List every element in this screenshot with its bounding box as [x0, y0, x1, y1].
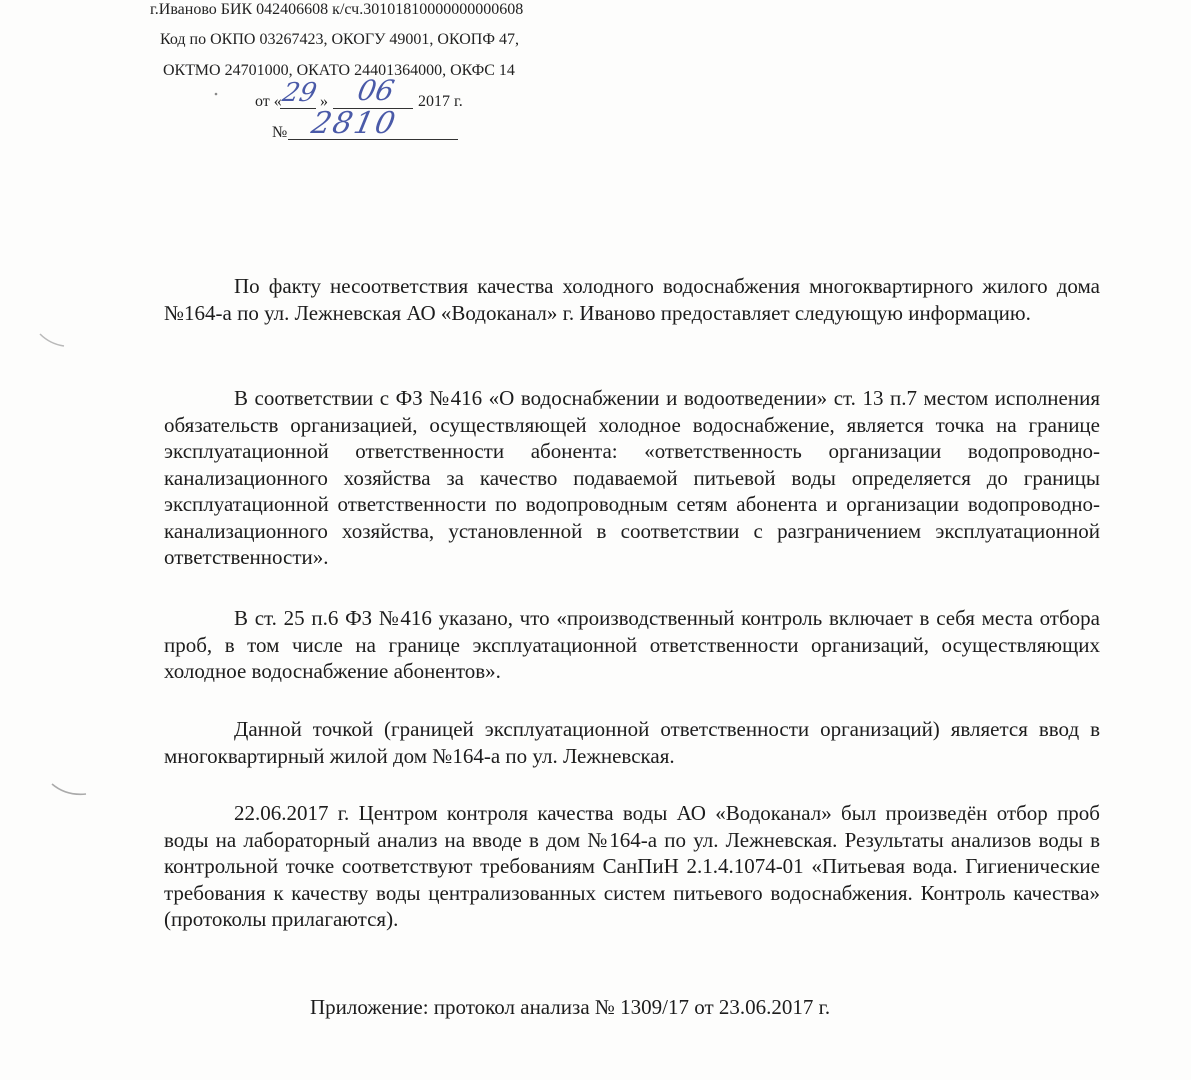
scan-mark-lower	[50, 780, 90, 802]
paragraph-boundary-point: Данной точкой (границей эксплуатационной ответственности организаций) является ввод в многоквартирный жилой дом №164-а по ул. Лежневская.	[164, 717, 1100, 768]
date-day-blank	[280, 108, 316, 109]
number-handwritten: 2810	[308, 106, 401, 141]
paragraph-law-416-art13: В соответствии с ФЗ №416 «О водоснабжении и водоотведении» ст. 13 п.7 местом исполнения обязательств организацией, осуществляющей холодное водоснабжение, является точка на границе эксплуатационной ответственности абонента: «ответственность организации водопроводно-канализационного хозяйства за качество подаваемой питьевой воды определяется до границы эксплуатационной ответственности по водопроводным сетям абонента и организации водопроводно-канализационного хозяйства, установленной в соответствии с разграничением эксплуатационной ответственности».	[164, 386, 1100, 569]
bank-details-line: г.Иваново БИК 042406608 к/сч.30101810000000000608	[150, 1, 524, 18]
paragraph-sampling-results: 22.06.2017 г. Центром контроля качества воды АО «Водоканал» был произведён отбор проб воды на лабораторный анализ на вводе в дом №164-а по ул. Лежневская. Результаты анализов воды в контрольной точке соответствуют требованиям СанПиН 2.1.4.1074-01 «Питьевая вода. Гигиенические требования к качеству воды централизованных систем питьевого водоснабжения. Контроль качества» (протоколы прилагаются).	[164, 801, 1100, 931]
date-day-handwritten: 29	[279, 78, 320, 108]
paragraph-law-416-art25: В ст. 25 п.6 ФЗ №416 указано, что «производственный контроль включает в себя места отбора проб, в том числе на границе эксплуатационной ответственности организаций, осуществляющих холодное водоснабжение абонентов».	[164, 606, 1100, 683]
number-prefix: №	[272, 124, 288, 141]
okpo-codes-line: Код по ОКПО 03267423, ОКОГУ 49001, ОКОПФ 47,	[160, 31, 519, 48]
paragraph-intro: По факту несоответствия качества холодного водоснабжения многоквартирного жилого дома №164-а по ул. Лежневская АО «Водоканал» г. Иваново предоставляет следующую информацию.	[164, 274, 1100, 325]
scan-mark-upper	[38, 330, 68, 350]
date-year: 2017 г.	[418, 93, 463, 110]
date-month-handwritten: 06	[354, 74, 398, 107]
date-mid: »	[320, 93, 328, 110]
oktmo-codes-line: ОКТМО 24701000, ОКАТО 24401364000, ОКФС 14	[163, 62, 515, 79]
number-blank	[288, 139, 458, 140]
appendix-line: Приложение: протокол анализа № 1309/17 от 23.06.2017 г.	[310, 995, 831, 1019]
date-prefix: от «	[255, 93, 282, 110]
scan-dot	[212, 90, 222, 100]
